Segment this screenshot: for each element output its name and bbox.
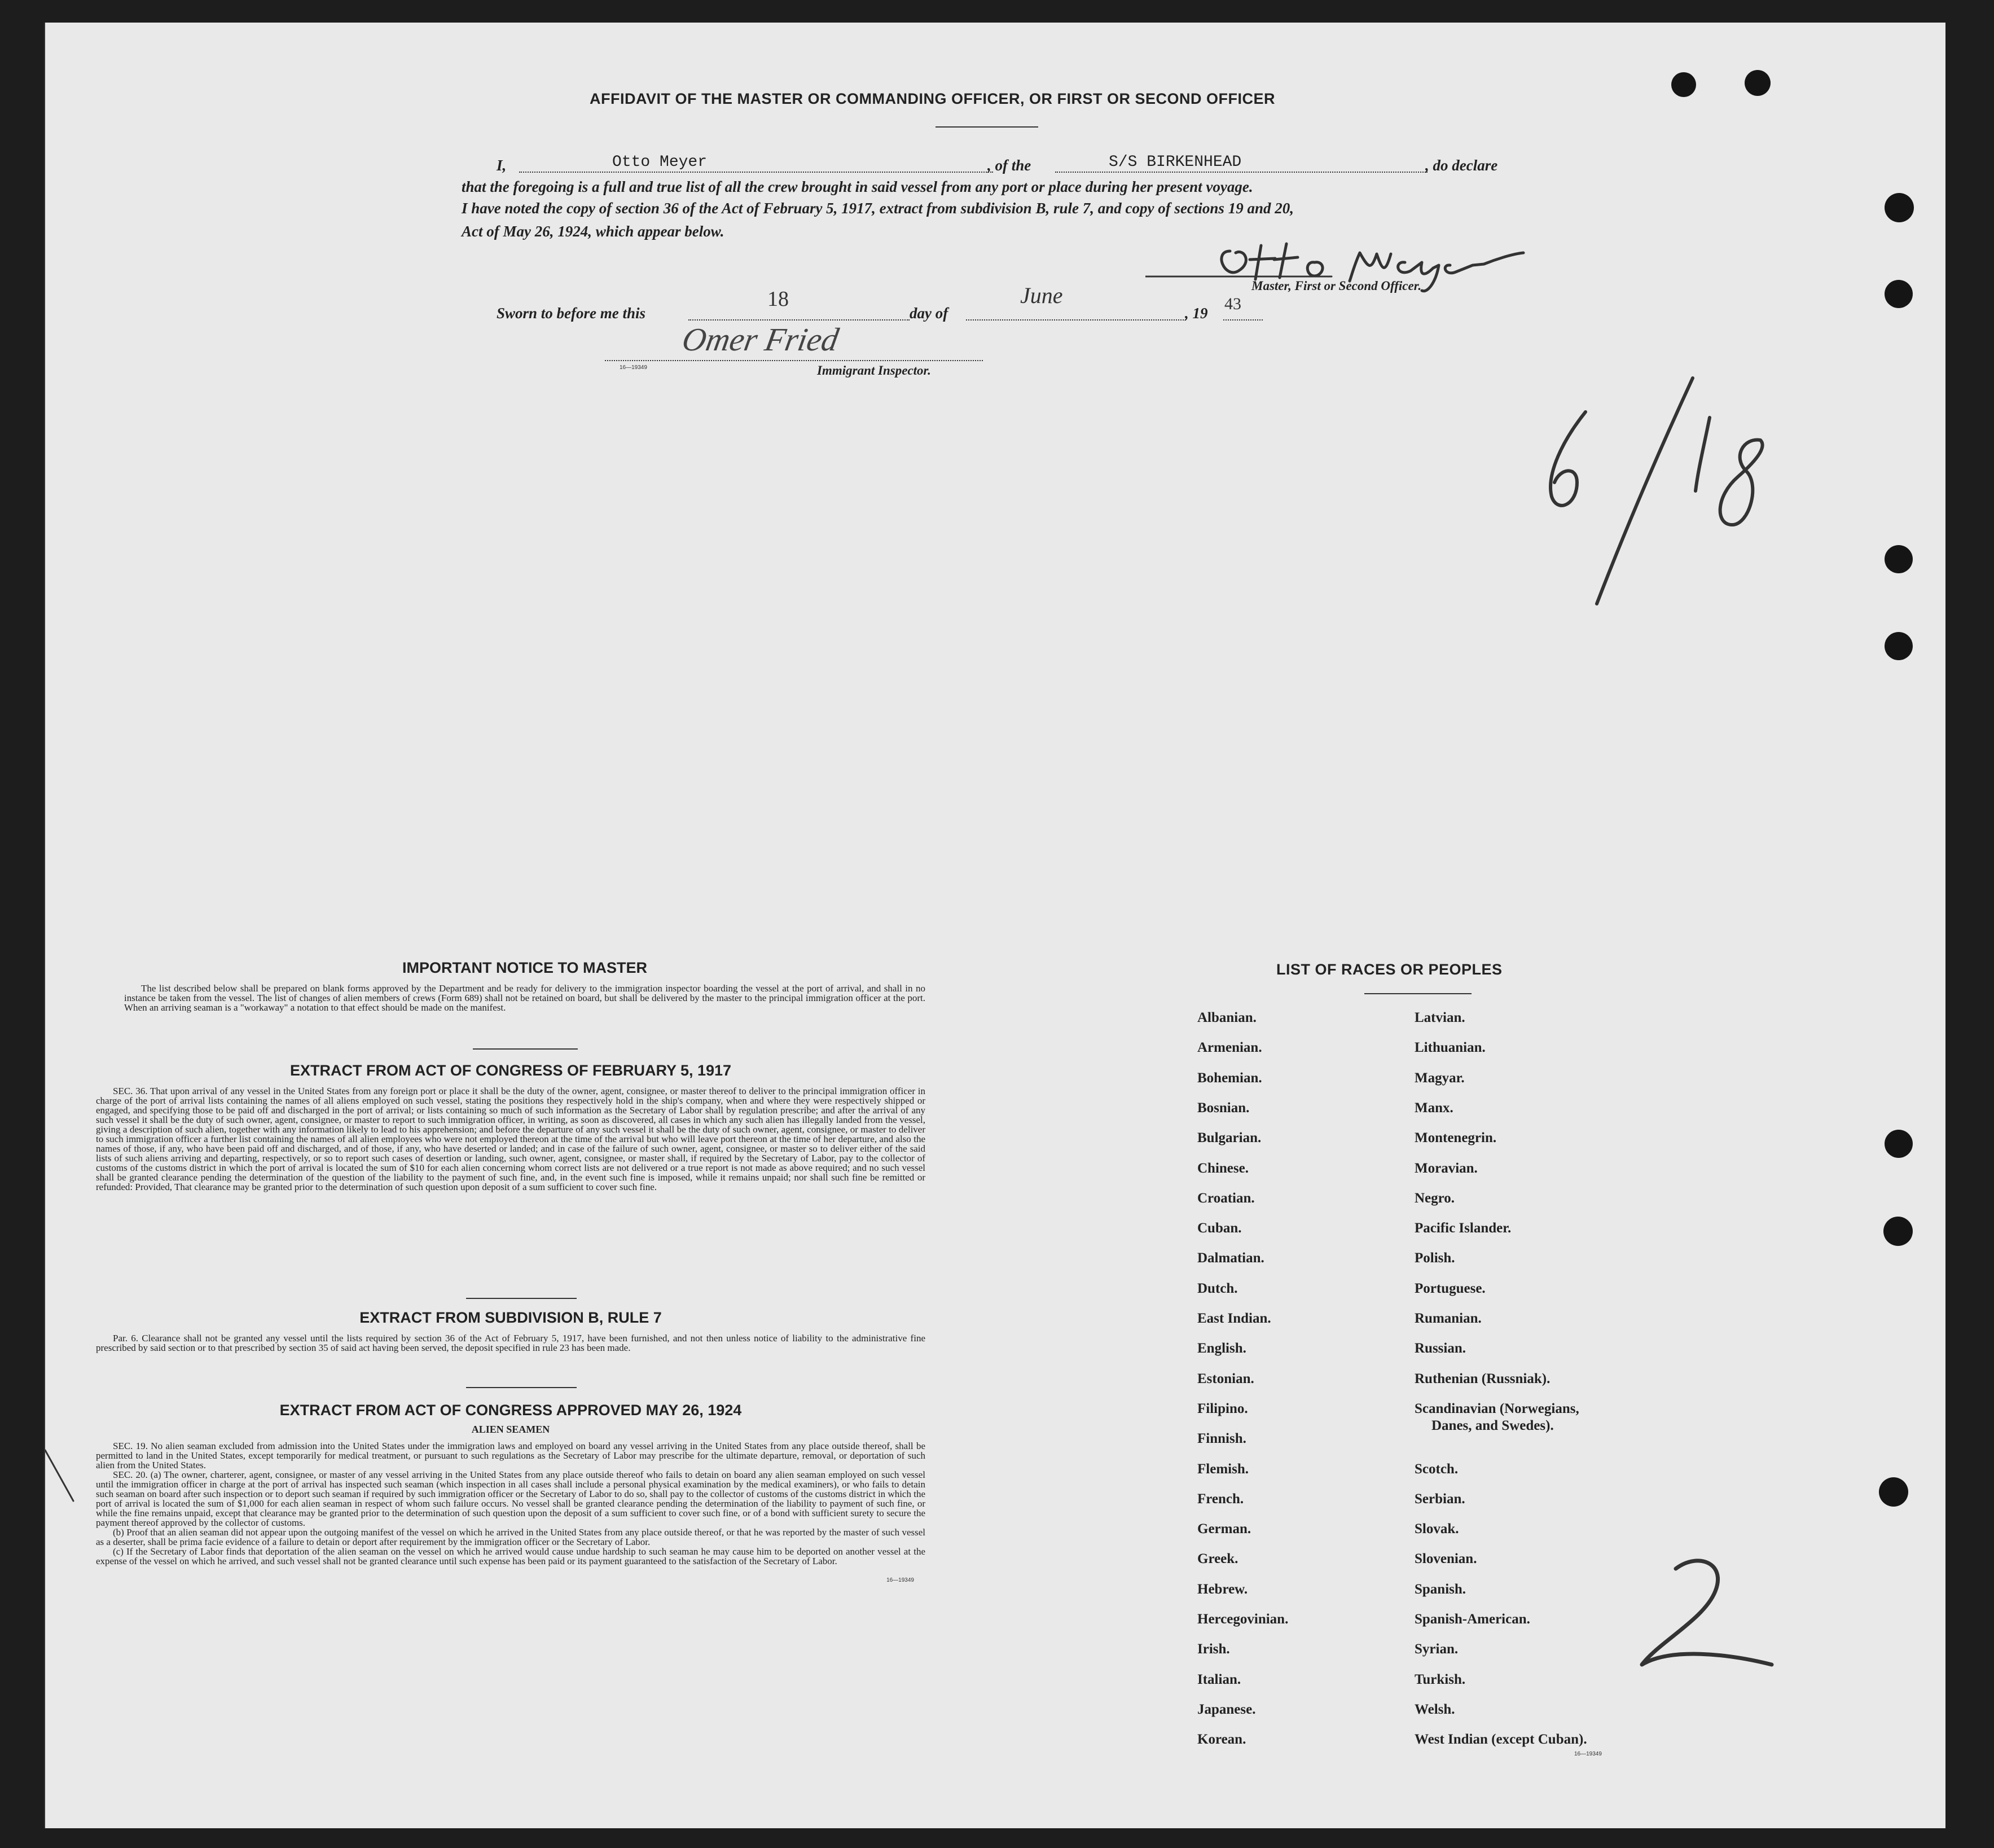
affidavit-line-3: I have noted the copy of section 36 of the Act of February 5, 1917, extract from subdivision B, rule 7, and copy of sections 19 and 20,	[462, 200, 1294, 217]
punch-hole	[1879, 1477, 1908, 1507]
sworn-label: Sworn to before me this	[497, 305, 646, 322]
of-the-label: , of the	[987, 157, 1031, 174]
section-divider	[466, 1387, 577, 1388]
notice-text	[124, 984, 925, 1012]
year-prefix: , 19	[1185, 305, 1208, 322]
extract-1924-text	[96, 1441, 925, 1566]
handwritten-date-annotation	[1523, 361, 1817, 632]
race-item: Greek.	[1197, 1551, 1238, 1566]
race-item: Chinese.	[1197, 1161, 1249, 1176]
race-item: Japanese.	[1197, 1702, 1256, 1717]
race-item: Slovenian.	[1415, 1551, 1477, 1566]
section-divider	[466, 1298, 577, 1299]
month-field-line	[966, 319, 1186, 321]
race-item: West Indian (except Cuban).	[1415, 1732, 1587, 1747]
race-item: Rumanian.	[1415, 1311, 1482, 1326]
race-item: Spanish-American.	[1415, 1612, 1530, 1627]
sec-19-paragraph: SEC. 19. No alien seaman excluded from admission into the United States under the immigration laws and employed on board any vessel arriving in the United States from any place outside thereof, shall be permitted to land in the United States, except temporarily for medical treatment, or pursuant to such regulations as the Secretary of Labor may prescribe for the ultimate departure, removal, or deportation of such alien from the United States.	[96, 1441, 925, 1471]
handwritten-page-number	[1614, 1546, 1783, 1682]
race-item: Hebrew.	[1197, 1582, 1248, 1597]
race-item: Serbian.	[1415, 1491, 1465, 1507]
race-item: Magyar.	[1415, 1070, 1465, 1086]
race-item: Albanian.	[1197, 1010, 1257, 1025]
race-item: Hercegovinian.	[1197, 1612, 1289, 1627]
punch-hole	[1885, 545, 1913, 573]
sec-20b-paragraph: (b) Proof that an alien seaman did not appear upon the outgoing manifest of the vessel on which he arrived in the United States from any place outside thereof, or that he was reported by the master of such vessel as a deserter, shall be prima facie evidence of a failure to detain or deport after requirement by the immigration officer or the Secretary of Labor.	[96, 1527, 925, 1547]
race-item: Bulgarian.	[1197, 1130, 1262, 1145]
race-item: Negro.	[1415, 1191, 1455, 1206]
inspector-caption: Immigrant Inspector.	[817, 363, 931, 377]
race-item: Manx.	[1415, 1100, 1453, 1116]
notice-title: IMPORTANT NOTICE TO MASTER	[402, 959, 647, 976]
races-underline	[1364, 993, 1472, 994]
sworn-day: 18	[767, 287, 789, 311]
affidavit-i-label: I,	[497, 157, 507, 174]
race-item: Croatian.	[1197, 1191, 1255, 1206]
extract-1924-section	[96, 1402, 925, 1583]
vessel-field-line	[1055, 172, 1428, 173]
extract-1917-text	[96, 1086, 925, 1192]
extract-form-number: 16—19349	[886, 1577, 914, 1583]
race-item: Russian.	[1415, 1341, 1466, 1356]
race-item: Bosnian.	[1197, 1100, 1250, 1116]
race-item: Syrian.	[1415, 1641, 1459, 1657]
race-item: Lithuanian.	[1415, 1040, 1486, 1055]
race-item: Montenegrin.	[1415, 1130, 1497, 1145]
race-item: Moravian.	[1415, 1161, 1478, 1176]
race-item: Flemish.	[1197, 1461, 1249, 1477]
extract-1917-section	[96, 1062, 925, 1192]
punch-hole	[1745, 70, 1771, 96]
punch-hole	[1671, 72, 1696, 97]
master-caption: Master, First or Second Officer.	[1251, 279, 1422, 293]
name-field-line	[519, 172, 993, 173]
races-form-number: 16—19349	[1574, 1751, 1602, 1757]
extract-1924-title: EXTRACT FROM ACT OF CONGRESS APPROVED MAY 26, 1924	[279, 1402, 742, 1419]
race-item: Estonian.	[1197, 1371, 1254, 1386]
race-item: Finnish.	[1197, 1431, 1246, 1446]
punch-hole	[1883, 1217, 1913, 1246]
race-item: Italian.	[1197, 1672, 1241, 1687]
race-item: Korean.	[1197, 1732, 1246, 1747]
sec-20a-paragraph: SEC. 20. (a) The owner, charterer, agent, consignee, or master of any vessel arriving in the United States from any place outside thereof who fails to detain on board any alien seaman employed on such vessel until the immigration officer in charge at the port of arrival has inspected such seaman (which inspection in all cases shall include a personal physical examination by the medical examiners), or who fails to detain such seaman on board after such inspection or to deport such seaman if required by such immigration officer or the Secretary of Labor to do so, shall pay to the collector of customs of the customs district in which the port of arrival is located the sum of $1,000 for each alien seaman in respect of whom such failure occurs. No vessel shall be granted clearance pending the determination of the liability to payment of such fine, or while the fine remains unpaid, except that clearance may be granted prior to the determination of such question upon the deposit of a sum sufficient to cover such fine, or of a bond with sufficient surety to secure the payment thereof approved by the collector of customs.	[96, 1469, 925, 1528]
race-item: Dalmatian.	[1197, 1250, 1264, 1266]
day-of-label: day of	[910, 305, 948, 322]
race-item: Dutch.	[1197, 1281, 1238, 1296]
race-item: Spanish.	[1415, 1582, 1466, 1597]
notice-section	[124, 959, 925, 1012]
do-declare-label: , do declare	[1425, 157, 1498, 174]
affidavit-title: AFFIDAVIT OF THE MASTER OR COMMANDING OFFICER, OR FIRST OR SECOND OFFICER	[590, 90, 1275, 107]
race-item: Bohemian.	[1197, 1070, 1262, 1086]
race-item: Turkish.	[1415, 1672, 1466, 1687]
race-item: Scandinavian (Norwegians,	[1415, 1401, 1579, 1416]
race-item: Irish.	[1197, 1641, 1230, 1657]
race-item: East Indian.	[1197, 1311, 1271, 1326]
rule-7-text	[96, 1333, 925, 1353]
race-item: German.	[1197, 1521, 1251, 1537]
race-item: French.	[1197, 1491, 1244, 1507]
race-item: Latvian.	[1415, 1010, 1465, 1025]
race-item: Cuban.	[1197, 1221, 1242, 1236]
race-item: Welsh.	[1415, 1702, 1455, 1717]
race-item: Filipino.	[1197, 1401, 1248, 1416]
race-item: Pacific Islander.	[1415, 1221, 1512, 1236]
race-item: Scotch.	[1415, 1461, 1459, 1477]
rule-7-title: EXTRACT FROM SUBDIVISION B, RULE 7	[359, 1309, 662, 1326]
notice-paragraph: The list described below shall be prepared on blank forms approved by the Department and be ready for delivery to the immigration inspector boarding the vessel at the port of arrival, and shall in no instance be taken from the vessel. The list of changes of alien members of crews (Form 689) shall not be retained on board, but shall be delivered by the master to the principal immigration officer at the port. When an arriving seaman is a "workaway" a notation to that effect should be made on the manifest.	[124, 983, 925, 1013]
rule-7-section	[96, 1309, 925, 1353]
vessel-name-field: S/S BIRKENHEAD	[1109, 153, 1242, 171]
inspector-signature: Omer Fried	[679, 321, 842, 358]
section-divider	[473, 1048, 578, 1050]
punch-hole	[1885, 632, 1913, 660]
punch-hole	[1885, 193, 1914, 222]
inspector-line	[605, 360, 983, 361]
margin-mark	[39, 1445, 85, 1512]
race-item: Danes, and Swedes).	[1431, 1418, 1554, 1433]
sworn-month: June	[1020, 283, 1063, 308]
race-item: English.	[1197, 1341, 1246, 1356]
affidavit-line-4: Act of May 26, 1924, which appear below.	[462, 223, 724, 240]
title-underline	[935, 126, 1038, 128]
affidavit-form-number: 16—19349	[620, 365, 647, 371]
affidavit-line-2: that the foregoing is a full and true list of all the crew brought in said vessel from any port or place during her present voyage.	[462, 178, 1253, 195]
races-title: LIST OF RACES OR PEOPLES	[1276, 961, 1503, 978]
race-item: Armenian.	[1197, 1040, 1262, 1055]
punch-hole	[1885, 280, 1913, 308]
sec-20c-paragraph: (c) If the Secretary of Labor finds that deportation of the alien seaman on the vessel on which he arrived would cause undue hardship to such seaman he may cause him to be deported on another vessel at the expense of the vessel on which he arrived, and such vessel shall not be granted clearance until such expense has been paid or its payment guaranteed to the satisfaction of the Secretary of Labor.	[96, 1546, 925, 1566]
sworn-year: 43	[1224, 295, 1241, 313]
sec-36-paragraph: SEC. 36. That upon arrival of any vessel in the United States from any foreign port or place it shall be the duty of the owner, agent, consignee, or master thereof to deliver to the principal immigration officer in charge of the port of arrival lists containing the names of all aliens employed on such vessel, stating the positions they respectively hold in the ship's company, when and where they were respectively shipped or engaged, and specifying those to be paid off and discharged in the port of arrival; or lists containing so much of such information as the Secretary of Labor shall by regulation prescribe; and after the arrival of any such vessel it shall be the duty of such owner, agent, consignee, or master to report to such immigration officer, in writing, as soon as discovered, all cases in which any such alien has illegally landed from the vessel, giving a description of such alien, together with any information likely to lead to his apprehension; and before the departure of any such vessel it shall be the duty of such owner, agent, consignee, or master to deliver to such immigration officer a further list containing the names of all alien employees who were not employed thereon at the time of the arrival but who will leave port thereon at the time of her departure, and also the names of those, if any, who have been paid off and discharged, and of those, if any, who have deserted or landed; and in case of the failure of such owner, agent, consignee, or master so to deliver either of the said lists of such aliens arriving and departing, respectively, or so to report such cases of desertion or landing, such owner, agent, consignee, or master shall, if required by the Secretary of Labor, pay to the collector of customs of the customs district in which the port of arrival is located the sum of $10 for each alien concerning whom correct lists are not delivered or a true report is not made as above required; and no such vessel shall be granted clearance pending the determination of the question of the liability to the payment of such fine, and, in the event such fine is imposed, while it remains unpaid; nor shall such fine be remitted or refunded: Provided, That clearance may be granted prior to the determination of such question upon deposit of a sum sufficient to cover such fine.	[96, 1086, 925, 1192]
par-6-paragraph: Par. 6. Clearance shall not be granted any vessel until the lists required by section 36 of the Act of February 5, 1917, have been furnished, and not then unless notice of liability to the administrative fine prescribed by said section or to that prescribed by section 35 of said act having been served, the deposit specified in rule 23 has been made.	[96, 1333, 925, 1353]
extract-1917-title: EXTRACT FROM ACT OF CONGRESS OF FEBRUARY 5, 1917	[289, 1062, 732, 1079]
race-item: Portuguese.	[1415, 1281, 1486, 1296]
master-name-field: Otto Meyer	[612, 153, 708, 171]
year-field-line	[1223, 319, 1263, 321]
race-item: Slovak.	[1415, 1521, 1459, 1537]
alien-seamen-subtitle: ALIEN SEAMEN	[471, 1424, 550, 1435]
race-item: Polish.	[1415, 1250, 1455, 1266]
race-item: Ruthenian (Russniak).	[1415, 1371, 1551, 1386]
punch-hole	[1885, 1130, 1913, 1158]
